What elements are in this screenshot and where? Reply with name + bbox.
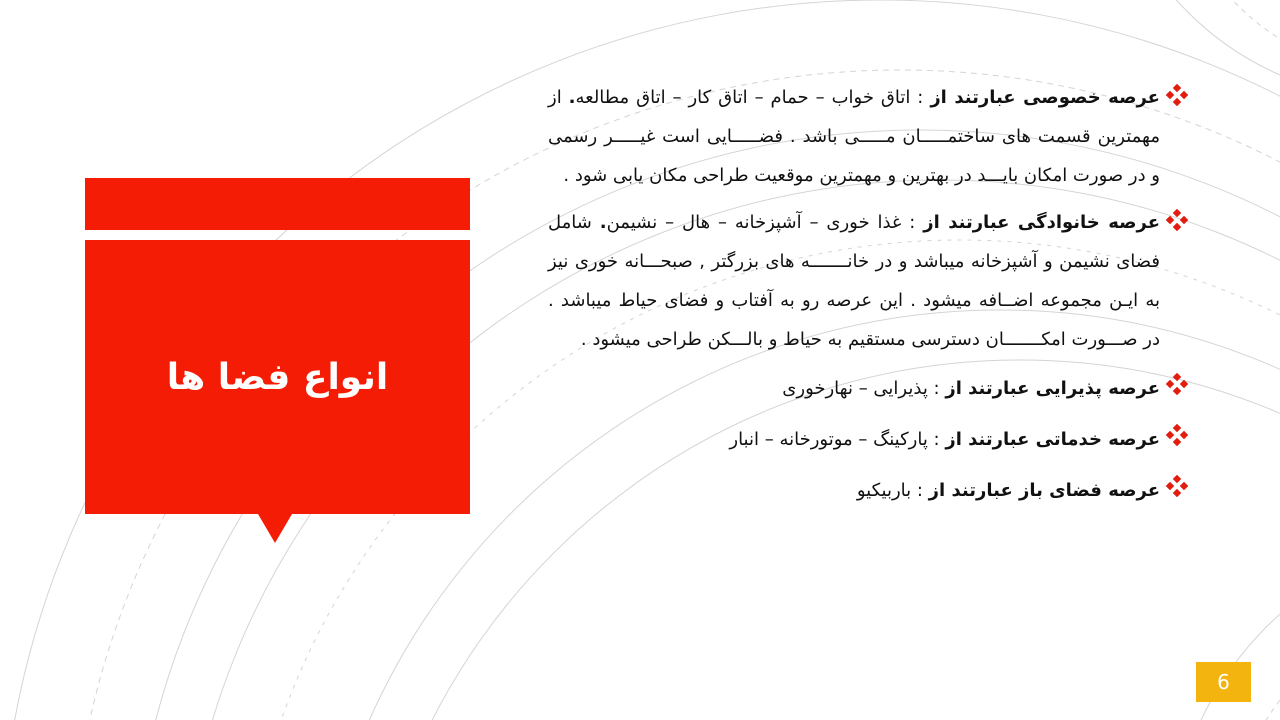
- item-heading: عرصه خانوادگی عبارتند از: [923, 212, 1161, 233]
- diamond-quad-icon: [1166, 209, 1188, 231]
- list-item-text: [548, 78, 1160, 195]
- item-description: از مهمترین قسمت های ساختمـــــان مـــــی باشد . فضـــــایی است غیـــــر رسمی و در صورت امکان بایـــد در بهترین و مهمترین موقعیت طراحی مکان یابی شود .: [548, 87, 1160, 186]
- diamond-quad-icon: [1166, 475, 1188, 497]
- list-item: [548, 78, 1188, 195]
- item-body: : غذا خوری – آشپزخانه – هال – نشیمن: [606, 212, 924, 233]
- item-heading: عرصه فضای باز عبارتند از: [928, 480, 1160, 501]
- item-body: : اتاق خواب – حمام – اتاق کار – اتاق مطالعه: [575, 87, 931, 108]
- item-heading: عرصه پذیرایی عبارتند از: [945, 378, 1160, 399]
- item-body: : پارکینگ – موتورخانه – انبار: [729, 429, 946, 450]
- page-number-badge: 6: [1196, 662, 1251, 702]
- slide-title: انواع فضا ها: [166, 356, 389, 398]
- item-heading: عرصه خدماتی عبارتند از: [945, 429, 1160, 450]
- list-item: [548, 367, 1188, 410]
- list-item-text: [548, 418, 1160, 461]
- item-heading-mark: .: [599, 212, 607, 233]
- item-heading: عرصه خصوصی عبارتند از: [930, 87, 1160, 108]
- list-item-text: [548, 367, 1160, 410]
- list-item: [548, 469, 1188, 512]
- diamond-quad-icon: [1166, 84, 1188, 106]
- item-heading-mark: .: [568, 87, 576, 108]
- content-list: [548, 78, 1188, 520]
- list-item: [548, 203, 1188, 359]
- list-item: [548, 418, 1188, 461]
- title-accent-strip: [85, 178, 470, 230]
- callout-pointer: [258, 514, 292, 543]
- item-description: شامل فضای نشیمن و آشپزخانه میباشد و در خانـــــــه های بزرگتر , صبحـــانه خوری نیز به ایـن مجموعه اضــافه میشود . این عرصه رو به آفتاب و فضای حیاط میباشد . در صـــورت امکـــــــان دسترسی مستقیم به حیاط و بالـــکن طراحی میشود .: [548, 212, 1160, 350]
- list-item-text: [548, 203, 1160, 359]
- diamond-quad-icon: [1166, 424, 1188, 446]
- list-item-text: [548, 469, 1160, 512]
- item-body: : پذیرایی – نهارخوری: [782, 378, 946, 399]
- diamond-quad-icon: [1166, 373, 1188, 395]
- item-body: : باربیکیو: [856, 480, 929, 501]
